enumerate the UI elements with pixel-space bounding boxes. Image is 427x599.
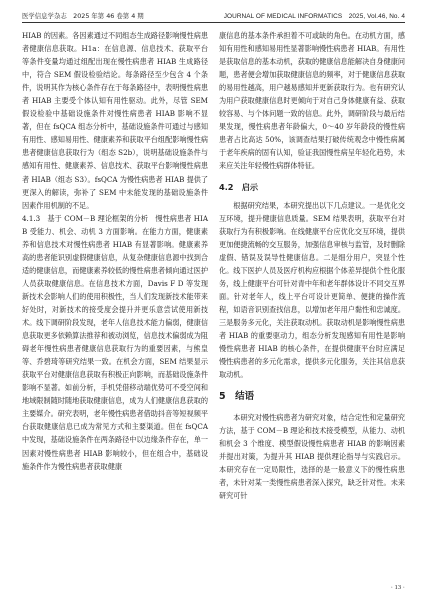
- body-columns: [22, 29, 405, 503]
- paragraph-motivation: 康信息的基本条件承担着不可或缺的角色。在动机方面，感知有用性和感知易用性显著影响慢性病患者 HIAB。有用性是获取信息的基本动机，获取的健康信息能解决自身健康问题，患者便会增加获取健康信息的频率，对于健康信息获取的易用性越高，用户越易感知并更新获取行为。也有研究认为用户获取健康信息时更倾向于对自己身体健康有益、获取较容易、与个体问题一致的信息。此外，调研阶段与最后结果发现，慢性病患者年龄偏大，0～40 岁年龄段的慢性病患者占比高达 50%，该调查结果打破传统观念中慢性病属于老年疾病的固有认知，验证我国慢性病呈年轻化趋势，未来应关注年轻慢性病群体特征。: [219, 31, 405, 171]
- paragraph-recommendations: 根据研究结果，本研究提出以下几点建议。一是优化交互环境，提升健康信息质量。SEM 结果表明，获取平台对获取行为有积极影响。在线健康平台应优化交互环境，提供更加便捷流畅的交互服务，加强信息审核与监管，及时删除虚假、错误及误导性健康信息。二是细分用户，突显个性化。线下医护人员及医疗机构应根据个体差异提供个性化服务，线上健康平台可针对青中年和老年群体设计不同交互界面。针对老年人，线上平台可设计更简单、便捷的操作流程，如语音识别查找信息，以增加老年用户黏性和忠诚度。三是服务多元化，关注获取动机。获取动机是影响慢性病患者 HIAB 的重要驱动力，组态分析发现感知有用性是影响慢性病患者 HIAB 的核心条件，在提供健康平台时应满足慢性病患者的多元化需求，提供多元化服务，关注其信息获取动机。: [219, 200, 405, 380]
- section-heading-conclusion: 5 结语: [219, 391, 255, 403]
- section-heading-implications: 4.2 启示: [219, 181, 259, 192]
- header-journal-en: JOURNAL OF MEDICAL INFORMATICS 2025, Vol.46, No. 4: [223, 13, 405, 20]
- paragraph-results-analysis: HIAB 的因素。各因素通过不同组态生成路径影响慢性病患者健康信息获取。H1a：在信息源、信息技术、获取平台等条件变量均通过组配出现在慢性病患者 HIAB 生成路径中，符合 SEM 假设检验结论。每条路径至少包含 4 个条件，说明其作为核心条件存在于每条路径中，表明慢性病患者 HIAB 主要受个体认知有用性驱动。此外，尽管 SEM 假设检验中基础设施条件对慢性病患者 HIAB 影响不显著，但在 fsQCA 组态分析中，基础设施条件可通过与感知有用性、感知易用性、健康素养和获取平台组配影响慢性病患者健康信息获取行为（组态 S2b），说明基础设施条件与感知有用性、健康素养、信息技术、获取平台影响慢性病患者 HIAB（组态 S3）。fsQCA 为慢性病患者 HIAB 提供了更深入的解读，弥补了 SEM 中未能发现的基础设施条件因素作用机制的不足。: [22, 31, 209, 210]
- paragraph-conclusion: 本研究对慢性病患者为研究对象，结合定性和定量研究方法，基于 COM－B 理论和技术接受模型，从能力、动机和机会 3 个维度、模型假设慢性病患者 HIAB 的影响因素并提出对策，为提升其 HIAB 提供理论指导与实践启示。本研究存在一定局限性，选择的是一般意义下的慢性病患者，未针对某一类慢性病患者深入探究，缺乏针对性。未来研究可针: [219, 413, 405, 501]
- page-number: · 13 ·: [390, 584, 405, 591]
- header-journal-cn: 医学信息学杂志 2025 年第 46 卷第 4 期: [22, 12, 144, 20]
- paragraph-comb-analysis: 4.1.3 基于 COM－B 理论框架的分析 慢性病患者 HIAB 受能力、机会、动机 3 方面影响。在能力方面，健康素养和信息技术对慢性病患者 HIAB 有显著影响。健康素养高的患者能识别虚假健康信息，从复杂健康信息源中找到合适的健康信息，而健康素养较低的慢性病患者倾向通过医护人员获取健康信息。在信息技术方面，Davis F D 等发现新技术会影响人们的使用积极性，当人们发现新技术能带来好处时，对新技术的接受度会提升并更乐意尝试使用新技术。线下调研阶段发现，老年人信息技术能力偏弱，健康信息获取更多依赖算法推荐和被动浏览，信息技术偏弱成为阻碍老年慢性病患者健康信息获取行为的重要因素，与熊皇等、乔碧琦等研究结果一致。在机会方面，SEM 结果显示获取平台对健康信息获取有积极正向影响，而基础设施条件影响不显著。如前分析，手机凭借移动端优势可不受空间和地域限制随时随地获取健康信息，成为人们健康信息获取的主要媒介。研究表明，老年慢性病患者借助抖音等短视频平台获取健康信息已成为常见方式和主要渠道。但在 fsQCA 中发现，基础设施条件在两条路径中以边缘条件存在，单一因素对慢性病患者 HIAB 影响较小，但在组合中，基础设施条件作为慢性病患者获取健康: [22, 213, 208, 471]
- right-column: [219, 29, 405, 503]
- running-header: [22, 8, 405, 23]
- left-column: [22, 29, 208, 503]
